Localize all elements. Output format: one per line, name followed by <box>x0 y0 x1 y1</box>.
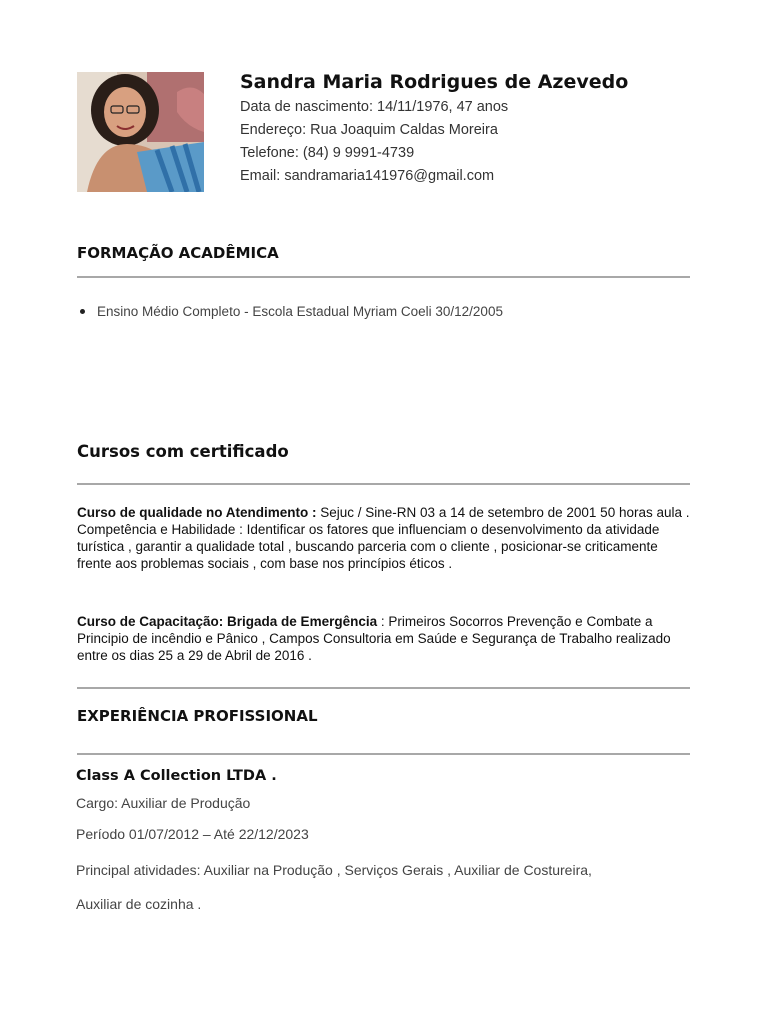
course-2-label: Curso de Capacitação: Brigada de Emergência <box>77 614 378 629</box>
courses-heading: Cursos com certificado <box>77 442 289 461</box>
course-2-text: : Primeiros Socorros Prevenção e Combate a Principio de incêndio e Pânico , Campos Consultoria em Saúde e Segurança de Trabalho realizado entre os dias 25 a 29 de Abril de 2016 . <box>77 614 671 663</box>
job-period: Período 01/07/2012 – Até 22/12/2023 <box>76 826 309 842</box>
job-activities: Principal atividades: Auxiliar na Produção , Serviços Gerais , Auxiliar de Costureira, <box>76 862 592 878</box>
education-heading: FORMAÇÃO ACADÊMICA <box>77 244 279 262</box>
course-2 <box>77 613 690 664</box>
job-activities-continued: Auxiliar de cozinha . <box>76 896 202 912</box>
course-1 <box>77 504 690 572</box>
bullet-icon <box>80 309 85 314</box>
birth-date: Data de nascimento: 14/11/1976, 47 anos <box>240 99 509 115</box>
education-item-text: Ensino Médio Completo - Escola Estadual Myriam Coeli 30/12/2005 <box>97 304 503 319</box>
profile-photo-illustration <box>77 72 204 192</box>
experience-divider <box>77 753 690 755</box>
candidate-name: Sandra Maria Rodrigues de Azevedo <box>240 71 629 93</box>
address: Endereço: Rua Joaquim Caldas Moreira <box>240 122 498 138</box>
course-1-detail: Competência e Habilidade : Identificar os fatores que influenciam o desenvolvimento da atividade turística , garantir a qualidade total , buscando parceria com o cliente , posicionar-se criticamente frente aos problemas sociais , com base nos princípios éticos . <box>77 522 660 571</box>
course-1-text: Sejuc / Sine-RN 03 a 14 de setembro de 2001 50 horas aula . <box>316 505 690 520</box>
email: Email: sandramaria141976@gmail.com <box>240 168 495 184</box>
phone: Telefone: (84) 9 9991-4739 <box>240 145 415 161</box>
profile-photo <box>77 72 204 192</box>
experience-top-divider <box>77 687 690 689</box>
education-item <box>77 304 690 319</box>
experience-heading: EXPERIÊNCIA PROFISSIONAL <box>77 707 318 725</box>
company-name: Class A Collection LTDA . <box>76 768 277 784</box>
education-divider <box>77 276 690 278</box>
job-role: Cargo: Auxiliar de Produção <box>76 795 251 811</box>
courses-divider <box>77 483 690 485</box>
course-1-label: Curso de qualidade no Atendimento : <box>77 505 317 520</box>
